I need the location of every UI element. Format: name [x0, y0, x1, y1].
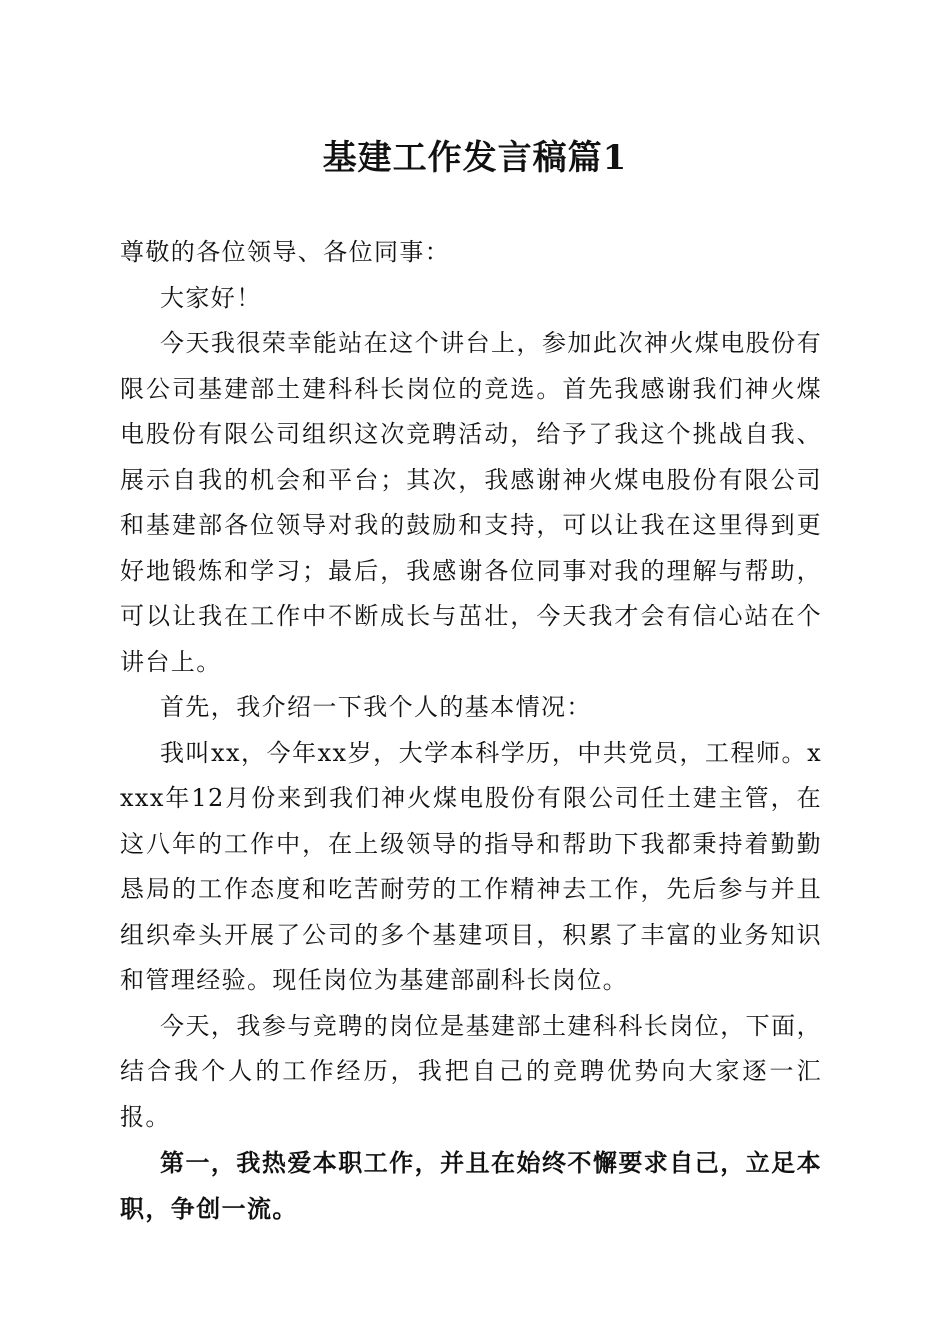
paragraph-first-point: 第一，我热爱本职工作，并且在始终不懈要求自己，立足本职，争创一流。	[120, 1148, 822, 1223]
salutation: 尊敬的各位领导、各位同事：	[120, 238, 451, 266]
document-body	[120, 230, 822, 1231]
document-title: 基建工作发言稿篇1	[322, 138, 628, 178]
paragraph-personal-info: 我叫xx，今年xx岁，大学本科学历，中共党员，工程师。xxxx年12月份来到我们神火煤电股份有限公司任土建主管，在这八年的工作中，在上级领导的指导和帮助下我都秉持着勤勤恳局的工作态度和吃苦耐劳的工作精神去工作，先后参与并且组织牵头开展了公司的多个基建项目，积累了丰富的业务知识和管理经验。现任岗位为基建部副科长岗位。	[120, 738, 822, 994]
greeting: 大家好！	[160, 283, 262, 312]
paragraph-position: 今天，我参与竞聘的岗位是基建部土建科科长岗位，下面，结合我个人的工作经历，我把自己的竞聘优势向大家逐一汇报。	[120, 1011, 822, 1131]
paragraph-intro-heading: 首先，我介绍一下我个人的基本情况：	[160, 693, 592, 721]
paragraph-thanks: 今天我很荣幸能站在这个讲台上，参加此次神火煤电股份有限公司基建部土建科科长岗位的竞选。首先我感谢我们神火煤电股份有限公司组织这次竞聘活动，给予了我这个挑战自我、展示自我的机会和平台；其次，我感谢神火煤电股份有限公司和基建部各位领导对我的鼓励和支持，可以让我在这里得到更好地锻炼和学习；最后，我感谢各位同事对我的理解与帮助，可以让我在工作中不断成长与茁壮，今天我才会有信心站在个讲台上。	[120, 329, 822, 676]
